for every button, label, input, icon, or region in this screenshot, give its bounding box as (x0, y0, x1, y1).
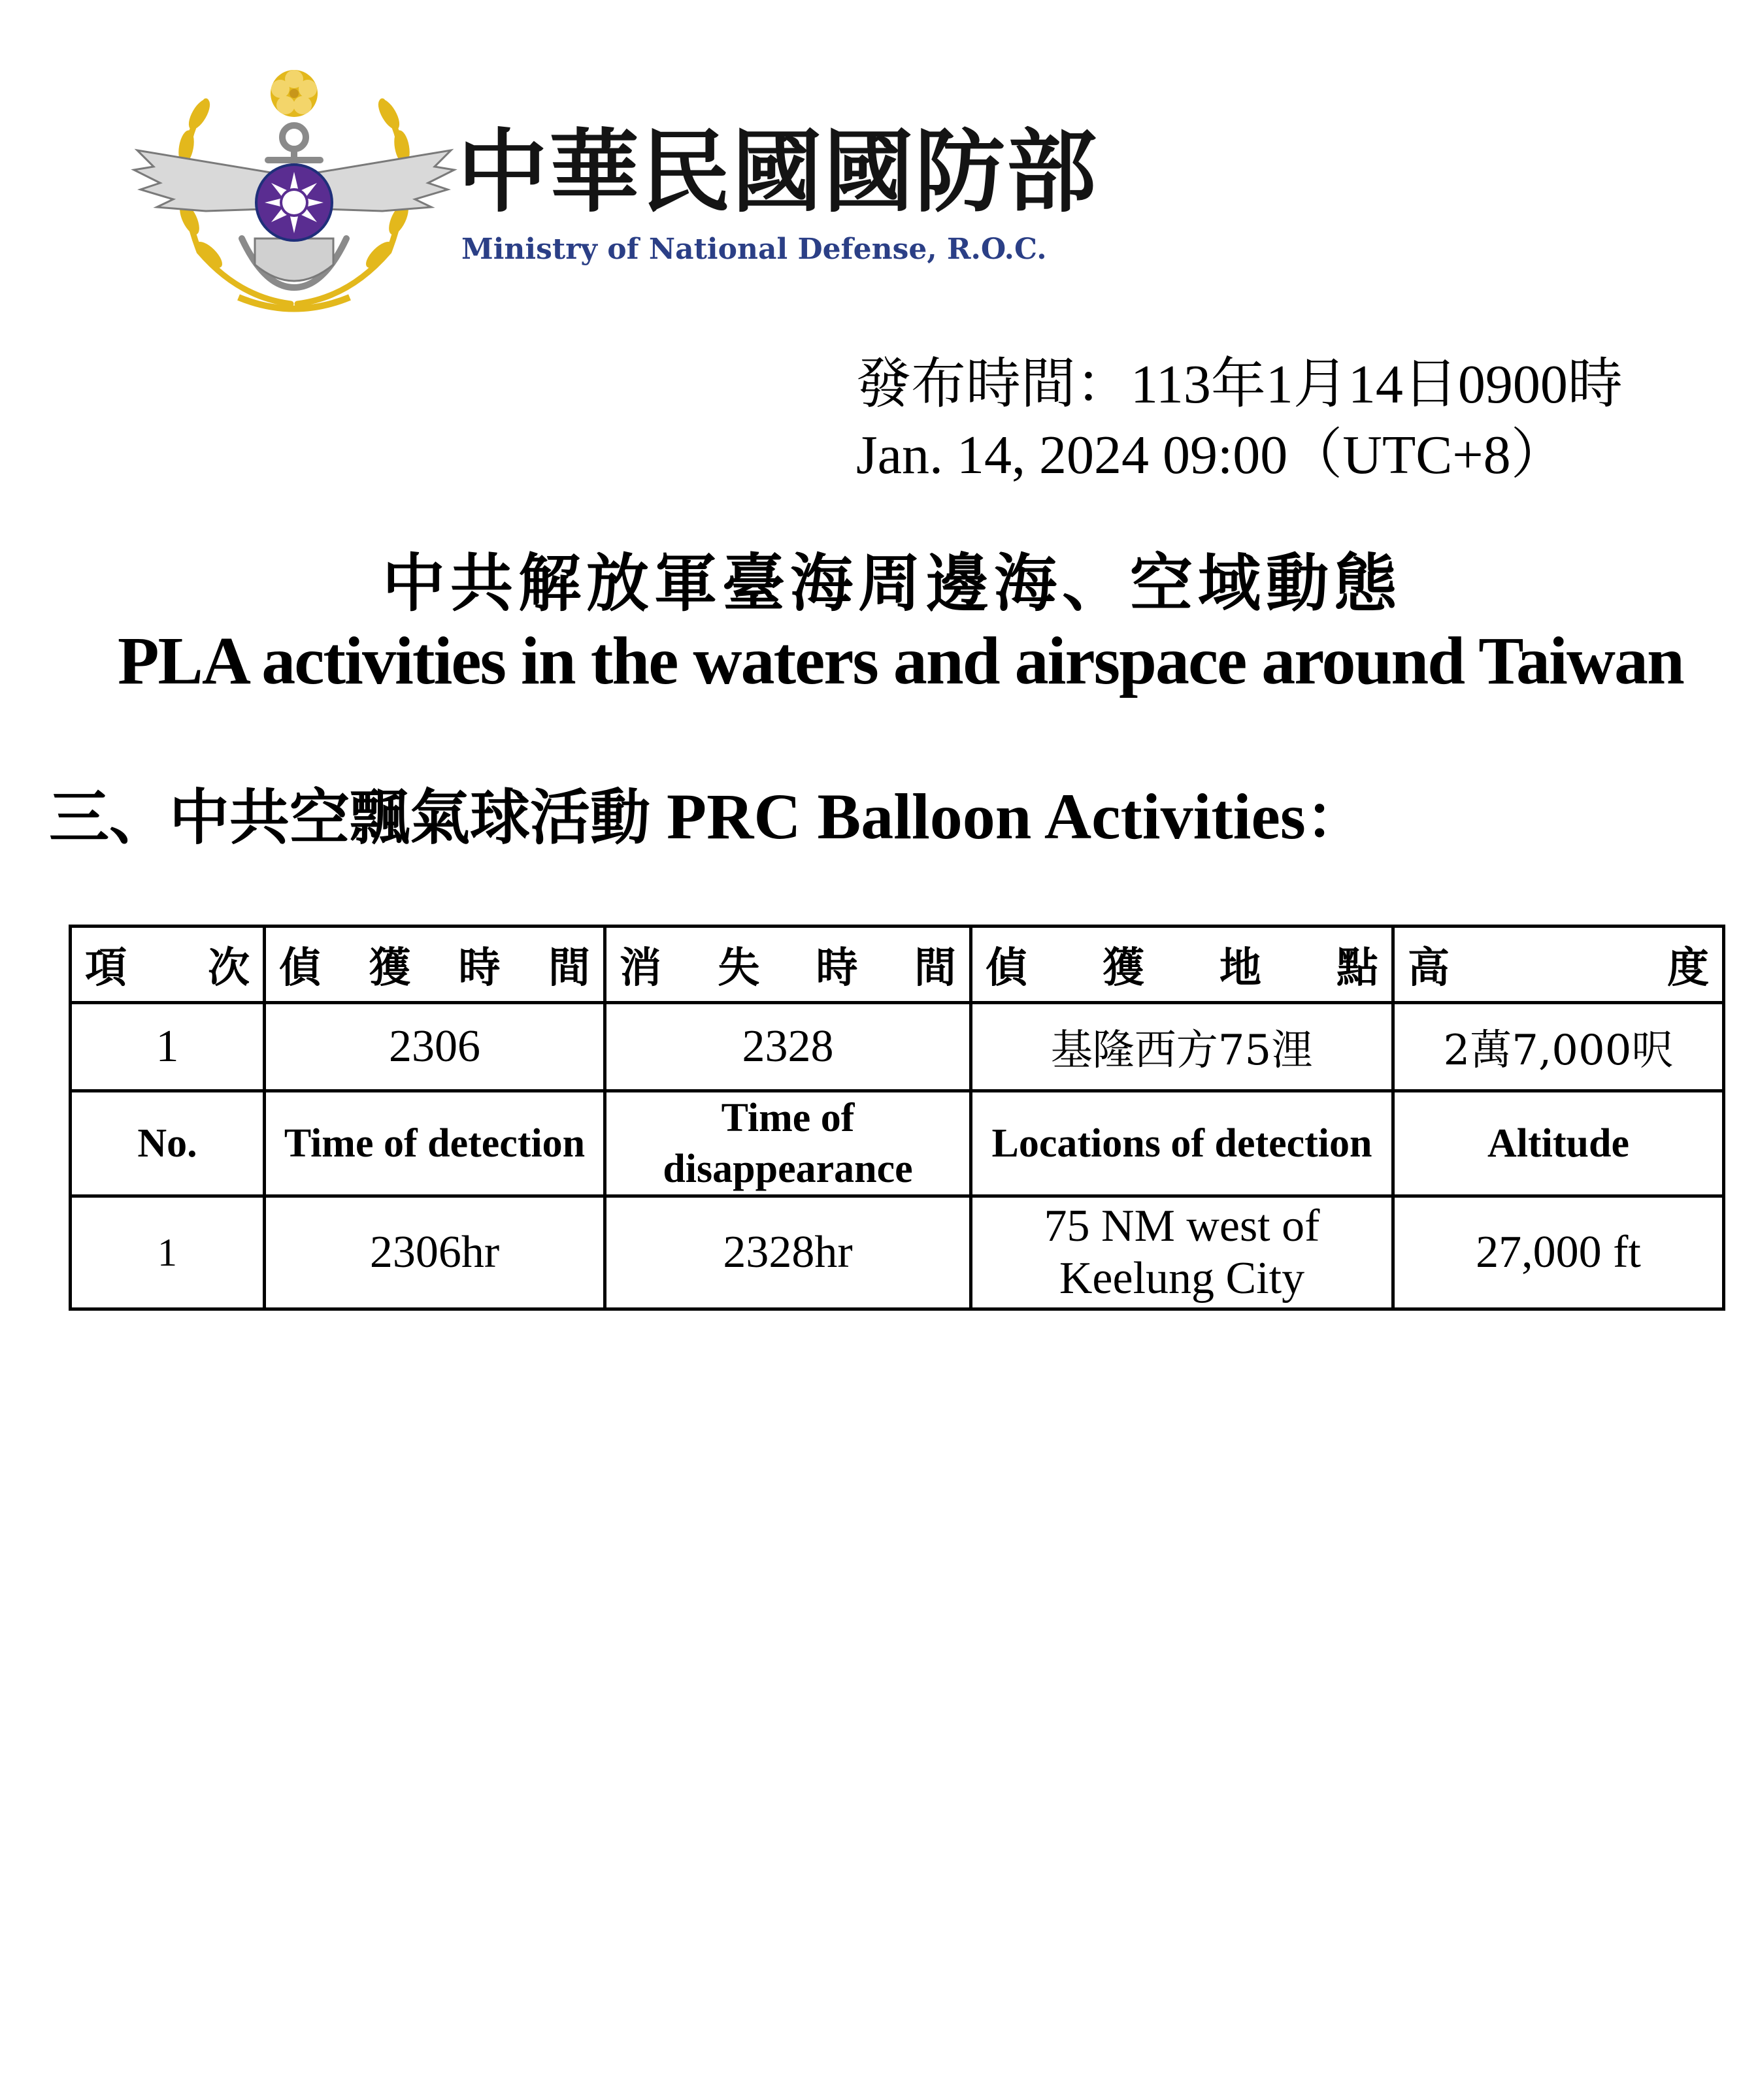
header-cn-no: 項 次 (71, 927, 265, 1003)
header-cn-detection-time: 偵 獲 時 間 (265, 927, 605, 1003)
cell-en-no: 1 (71, 1196, 265, 1309)
page-title-cn: 中共解放軍臺海周邊海、空域動態 (382, 546, 1402, 620)
release-time (856, 350, 1623, 491)
header-cn-location: 偵 獲 地 點 (971, 927, 1393, 1003)
header-en-disappearance-time: Time of disappearance (605, 1091, 971, 1196)
page-title-en: PLA activities in the waters and airspace around Taiwan (118, 623, 1683, 698)
section-title (49, 781, 1366, 853)
cell-cn-altitude: 2萬7,000呎 (1393, 1003, 1724, 1091)
cell-cn-no: 1 (71, 1003, 265, 1091)
header-en-detection-time: Time of detection (265, 1091, 605, 1196)
header-cn-disappearance-time: 消 失 時 間 (605, 927, 971, 1003)
mnd-emblem-icon (127, 62, 461, 323)
cell-cn-disappearance-time: 2328 (605, 1003, 971, 1091)
table-row (71, 1196, 1724, 1309)
org-name-cn: 中華民國國防部 (457, 120, 1099, 225)
header-en-altitude: Altitude (1393, 1091, 1724, 1196)
section-title-colon: ： (1305, 782, 1366, 853)
section-title-en: PRC Balloon Activities (650, 780, 1306, 853)
cell-en-detection-time: 2306hr (265, 1196, 605, 1309)
table-header-cn (71, 927, 1724, 1003)
org-name-en: Ministry of National Defense, R.O.C. (461, 233, 1047, 266)
cell-cn-detection-time: 2306 (265, 1003, 605, 1091)
header-cn-altitude: 高 度 (1393, 927, 1724, 1003)
release-time-en: Jan. 14, 2024 09:00（UTC+8） (856, 425, 1566, 485)
cell-en-disappearance-time: 2328hr (605, 1196, 971, 1309)
release-time-cn: 發布時間：113年1月14日0900時 (856, 354, 1623, 415)
section-title-cn: 三、中共空飄氣球活動 (49, 782, 651, 853)
cell-cn-location: 基隆西方75浬 (971, 1003, 1393, 1091)
cell-en-altitude: 27,000 ft (1393, 1196, 1724, 1309)
header-en-location: Locations of detection (971, 1091, 1393, 1196)
table-row (71, 1003, 1724, 1091)
header-en-no: No. (71, 1091, 265, 1196)
balloon-activity-table (69, 925, 1725, 1311)
cell-en-location: 75 NM west of Keelung City (971, 1196, 1393, 1309)
table-header-en (71, 1091, 1724, 1196)
